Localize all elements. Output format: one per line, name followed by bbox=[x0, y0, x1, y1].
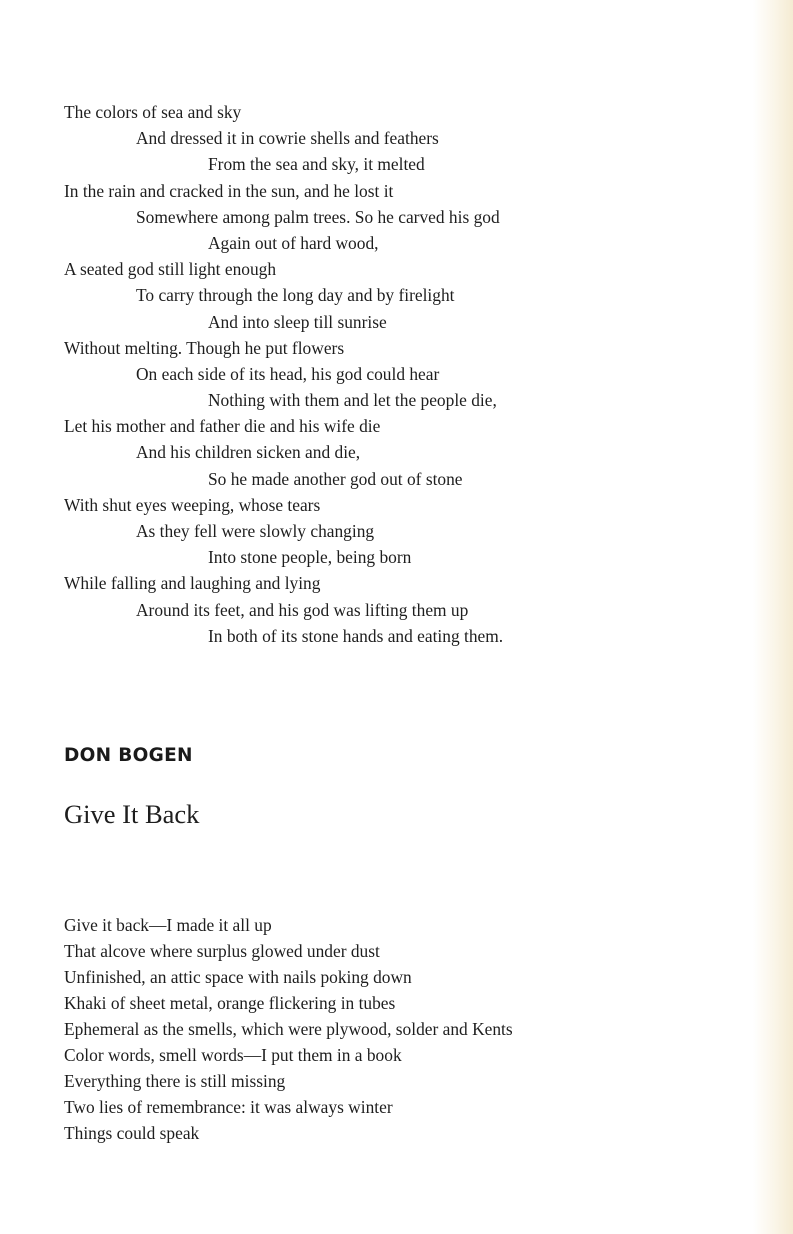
poem-line: And his children sicken and die, bbox=[136, 442, 361, 463]
poem-line: And into sleep till sunrise bbox=[208, 311, 387, 332]
poem-line: Without melting. Though he put flowers bbox=[64, 337, 345, 358]
author-name: DON BOGEN bbox=[64, 745, 193, 766]
poem-line: Give it back—I made it all up bbox=[64, 915, 272, 935]
poem-line: Ephemeral as the smells, which were plywood, solder and Kents bbox=[64, 1019, 513, 1039]
poem-line: Around its feet, and his god was lifting them up bbox=[136, 599, 469, 620]
poem-line: So he made another god out of stone bbox=[208, 468, 463, 489]
poem-line: With shut eyes weeping, whose tears bbox=[64, 494, 321, 515]
poem-line: As they fell were slowly changing bbox=[136, 521, 375, 541]
poem-line: Everything there is still missing bbox=[64, 1071, 286, 1091]
first-poem-stanza bbox=[64, 99, 503, 649]
poem-line: Let his mother and father die and his wife die bbox=[64, 416, 381, 437]
poem-line: Color words, smell words—I put them in a book bbox=[64, 1045, 402, 1065]
poem-line: Somewhere among palm trees. So he carved his god bbox=[136, 206, 500, 227]
page-edge bbox=[753, 0, 793, 1234]
poem-line: Two lies of remembrance: it was always winter bbox=[64, 1097, 393, 1117]
poem-line: Things could speak bbox=[64, 1123, 200, 1143]
poem-line: Again out of hard wood, bbox=[208, 232, 379, 253]
poem-line: In the rain and cracked in the sun, and he lost it bbox=[64, 180, 394, 201]
poem-line: While falling and laughing and lying bbox=[64, 573, 321, 594]
second-poem-stanza bbox=[64, 912, 513, 1146]
poem-line: Into stone people, being born bbox=[208, 547, 412, 568]
poem-line: Nothing with them and let the people die, bbox=[208, 390, 497, 411]
poem-title: Give It Back bbox=[64, 799, 200, 829]
poem-line: The colors of sea and sky bbox=[64, 102, 242, 122]
poem-line: On each side of its head, his god could hear bbox=[136, 363, 440, 384]
poem-line: And dressed it in cowrie shells and feathers bbox=[136, 128, 439, 149]
poem-line: To carry through the long day and by firelight bbox=[136, 285, 455, 306]
poem-line: A seated god still light enough bbox=[64, 259, 277, 280]
poem-line: Khaki of sheet metal, orange flickering in tubes bbox=[64, 993, 396, 1013]
poem-line: That alcove where surplus glowed under dust bbox=[64, 941, 380, 961]
poem-line: In both of its stone hands and eating them. bbox=[208, 625, 504, 646]
poem-line: From the sea and sky, it melted bbox=[208, 154, 425, 175]
poem-line: Unfinished, an attic space with nails poking down bbox=[64, 967, 412, 987]
